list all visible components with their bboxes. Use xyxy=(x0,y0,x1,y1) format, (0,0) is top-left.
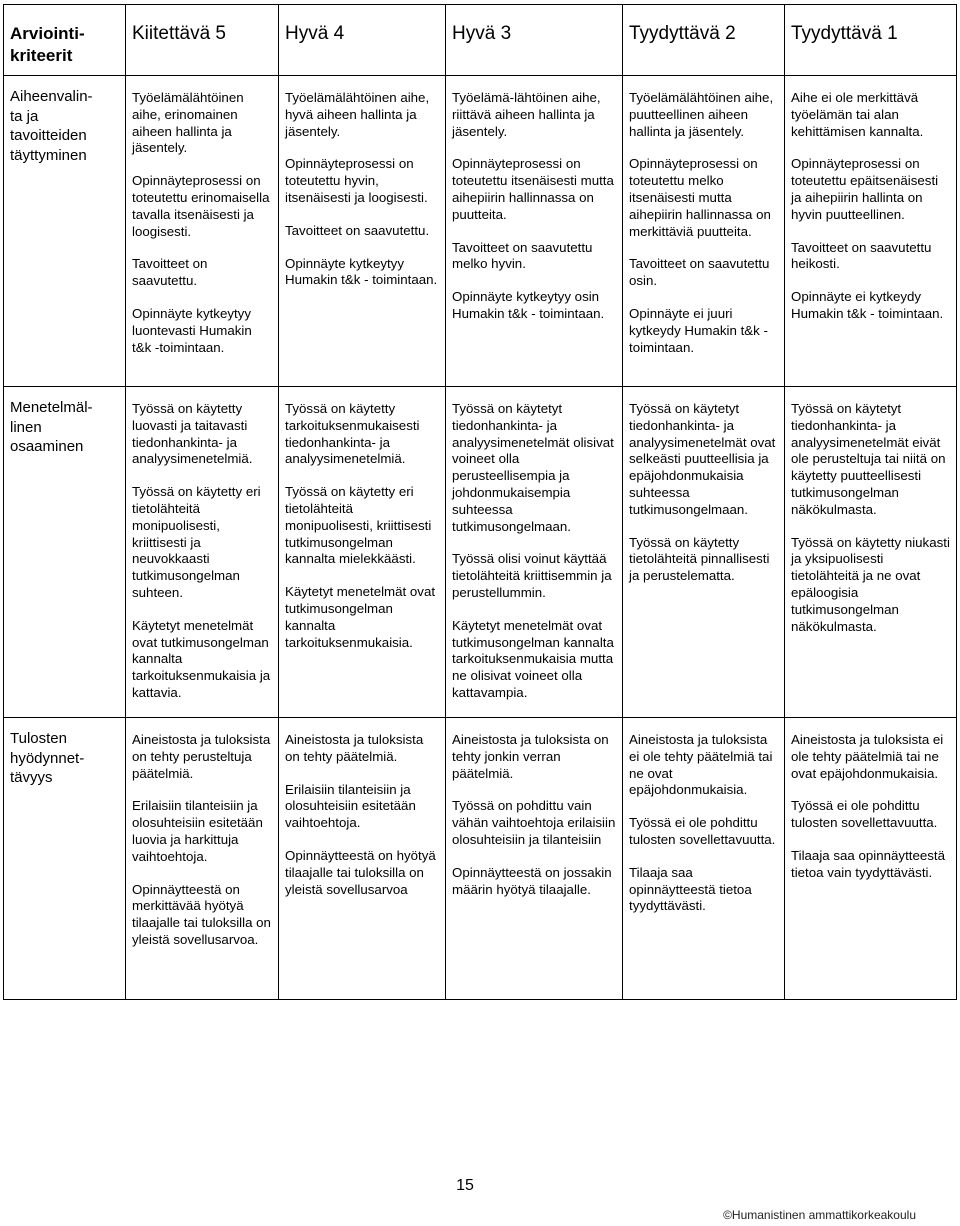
page-number: 15 xyxy=(456,1177,474,1194)
criteria-paragraph: Tilaaja saa opinnäytteestä tietoa tyydyttävästi. xyxy=(629,864,752,914)
criteria-paragraph: Opinnäyte ei kytkeydy Humakin t&k - toimintaan. xyxy=(791,289,944,321)
criteria-label: Aiheenvalin- ta ja tavoitteiden täyttyminen xyxy=(4,76,126,387)
grade-header-2: Tyydyttävä 2 xyxy=(623,5,785,76)
criteria-paragraph: Työssä on käytetty eri tietolähteitä monipuolisesti, kriittisesti tutkimusongelman kannalta mielekkäästi. xyxy=(285,484,432,567)
criteria-paragraph: Aineistosta ja tuloksista on tehty jonkin verran päätelmiä. xyxy=(452,732,609,781)
criteria-paragraph: Opinnäyteprosessi on toteutettu erinomaisella tavalla itsenäisesti ja loogisesti. xyxy=(132,173,270,239)
criteria-paragraph: Opinnäyteprosessi on toteutettu hyvin, itsenäisesti ja loogisesti. xyxy=(285,156,428,205)
criteria-cell xyxy=(785,387,957,718)
criteria-cell xyxy=(279,387,446,718)
criteria-paragraph: Erilaisiin tilanteisiin ja olosuhteisiin esitetään luovia ja harkittuja vaihtoehtoja. xyxy=(132,798,263,864)
criteria-paragraph: Tavoitteet on saavutettu melko hyvin. xyxy=(452,239,593,272)
criteria-row xyxy=(4,718,957,1000)
criteria-paragraph: Opinnäytteestä on jossakin määrin hyötyä tilaajalle. xyxy=(452,864,612,897)
criteria-paragraph: Opinnäyte kytkeytyy Humakin t&k - toimintaan. xyxy=(285,255,438,288)
criteria-paragraph: Tilaaja saa opinnäytteestä tietoa vain tyydyttävästi. xyxy=(791,847,945,880)
criteria-paragraph: Erilaisiin tilanteisiin ja olosuhteisiin esitetään vaihtoehtoja. xyxy=(285,781,416,831)
criteria-paragraph: Työelämälähtöinen aihe, hyvä aiheen hallinta ja jäsentely. xyxy=(285,90,430,139)
criteria-paragraph: Tavoitteet on saavutettu. xyxy=(132,256,208,289)
criteria-paragraph: Työssä on käytetty tietolähteitä pinnallisesti ja perustelematta. xyxy=(629,534,770,584)
criteria-cell xyxy=(785,718,957,1000)
criteria-paragraph: Tavoitteet on saavutettu. xyxy=(285,222,430,238)
criteria-paragraph: Aineistosta ja tuloksista ei ole tehty päätelmiä tai ne ovat epäjohdonmukaisia. xyxy=(791,732,944,781)
criteria-cell xyxy=(126,76,279,387)
copyright-footer: ©Humanistinen ammattikorkeakoulu xyxy=(723,1208,916,1222)
criteria-paragraph: Tavoitteet on saavutettu heikosti. xyxy=(791,239,932,272)
criteria-paragraph: Työssä on käytetty eri tietolähteitä monipuolisesti, kriittisesti ja neuvokkaasti tutkimusongelman suhteen. xyxy=(132,484,261,600)
criteria-paragraph: Työssä on käytetty niukasti ja yksipuolisesti tietolähteitä ja ne ovat epäloogisia tutkimusongelman näkökulmasta. xyxy=(791,534,950,634)
criteria-paragraph: Työssä on käytetty luovasti ja taitavasti tiedonhankinta- ja analyysimenetelmiä. xyxy=(132,401,253,467)
criteria-paragraph: Opinnäytteestä on merkittävää hyötyä tilaajalle tai tuloksilla on yleistä sovellusarvoa. xyxy=(132,881,271,947)
criteria-paragraph: Opinnäyteprosessi on toteutettu epäitsenäisesti ja aihepiirin hallinta on hyvin puutteellinen. xyxy=(791,156,939,222)
criteria-paragraph: Tavoitteet on saavutettu osin. xyxy=(629,256,770,289)
criteria-paragraph: Aineistosta ja tuloksista on tehty päätelmiä. xyxy=(285,732,424,764)
criteria-row xyxy=(4,76,957,387)
criteria-paragraph: Työssä on käytetyt tiedonhankinta- ja analyysimenetelmät ovat selkeästi puutteellisia ja epäjohdonmukaisia suhteessa tutkimusongelmaan. xyxy=(629,401,776,517)
criteria-cell xyxy=(785,76,957,387)
assessment-criteria-table xyxy=(3,4,957,1000)
criteria-cell xyxy=(126,387,279,718)
grade-header-5: Kiitettävä 5 xyxy=(126,5,279,76)
criteria-paragraph: Aineistosta ja tuloksista on tehty perusteltuja päätelmiä. xyxy=(132,732,271,781)
criteria-cell xyxy=(279,76,446,387)
criteria-paragraph: Aihe ei ole merkittävä työelämän tai alan kehittämisen kannalta. xyxy=(791,90,924,139)
criteria-paragraph: Työssä on käytetty tarkoituksenmukaisesti tiedonhankinta- ja analyysimenetelmiä. xyxy=(285,401,420,467)
criteria-cell xyxy=(279,718,446,1000)
header-row xyxy=(4,5,957,76)
criteria-cell xyxy=(623,718,785,1000)
criteria-header: Arviointi- kriteerit xyxy=(4,5,126,76)
grade-header-3: Hyvä 3 xyxy=(446,5,623,76)
criteria-paragraph: Opinnäyteprosessi on toteutettu melko itsenäisesti mutta aihepiirin hallinnassa on merkittäviä puutteita. xyxy=(629,156,771,239)
criteria-label: Tulosten hyödynnet- tävyys xyxy=(4,718,126,1000)
criteria-paragraph: Opinnäyte ei juuri kytkeydy Humakin t&k -toimintaan. xyxy=(629,305,768,355)
criteria-cell xyxy=(446,387,623,718)
criteria-label: Menetelmäl- linen osaaminen xyxy=(4,387,126,718)
criteria-paragraph: Käytetyt menetelmät ovat tutkimusongelman kannalta tarkoituksenmukaisia. xyxy=(285,584,436,650)
criteria-cell xyxy=(623,76,785,387)
criteria-paragraph: Työssä ei ole pohdittu tulosten sovellettavuutta. xyxy=(791,798,938,831)
criteria-cell xyxy=(446,718,623,1000)
grade-header-1: Tyydyttävä 1 xyxy=(785,5,957,76)
criteria-cell xyxy=(126,718,279,1000)
criteria-paragraph: Työssä ei ole pohdittu tulosten sovellettavuutta. xyxy=(629,815,776,847)
criteria-paragraph: Opinnäyte kytkeytyy osin Humakin t&k - toimintaan. xyxy=(452,289,605,321)
criteria-paragraph: Käytetyt menetelmät ovat tutkimusongelman kannalta tarkoituksenmukaisia mutta ne olisivat voineet olla kattavampia. xyxy=(452,617,614,700)
criteria-paragraph: Työssä on pohdittu vain vähän vaihtoehtoja erilaisiin olosuhteisiin ja tilanteisiin xyxy=(452,798,616,847)
criteria-cell xyxy=(623,387,785,718)
criteria-paragraph: Työssä on käytetyt tiedonhankinta- ja analyysimenetelmät eivät ole perusteltuja tai niitä on käytetty puutteellisesti tutkimusongelman näkökulmasta. xyxy=(791,401,946,517)
criteria-paragraph: Työssä on käytetyt tiedonhankinta- ja analyysimenetelmät olisivat voineet olla perusteellisempia ja johdonmukaisempia suhteessa tutkimusongelmaan. xyxy=(452,401,614,534)
criteria-paragraph: Käytetyt menetelmät ovat tutkimusongelman kannalta tarkoituksenmukaisia ja kattavia. xyxy=(132,617,271,700)
criteria-paragraph: Työelämälähtöinen aihe, erinomainen aiheen hallinta ja jäsentely. xyxy=(132,90,244,156)
criteria-cell xyxy=(446,76,623,387)
criteria-paragraph: Työelämä-lähtöinen aihe, riittävä aiheen hallinta ja jäsentely. xyxy=(452,90,601,139)
criteria-paragraph: Aineistosta ja tuloksista ei ole tehty päätelmiä tai ne ovat epäjohdonmukaisia. xyxy=(629,732,773,798)
criteria-paragraph: Opinnäyteprosessi on toteutettu itsenäisesti mutta aihepiirin hallinnassa on puutteita. xyxy=(452,156,614,222)
criteria-paragraph: Opinnäyte kytkeytyy luontevasti Humakin t&k -toimintaan. xyxy=(132,305,252,355)
criteria-paragraph: Työelämälähtöinen aihe, puutteellinen aiheen hallinta ja jäsentely. xyxy=(629,90,774,139)
criteria-paragraph: Työssä olisi voinut käyttää tietolähteitä kriittisemmin ja perustellummin. xyxy=(452,551,612,600)
criteria-paragraph: Opinnäytteestä on hyötyä tilaajalle tai tuloksilla on yleistä sovellusarvoa xyxy=(285,847,436,897)
grade-header-4: Hyvä 4 xyxy=(279,5,446,76)
criteria-row xyxy=(4,387,957,718)
